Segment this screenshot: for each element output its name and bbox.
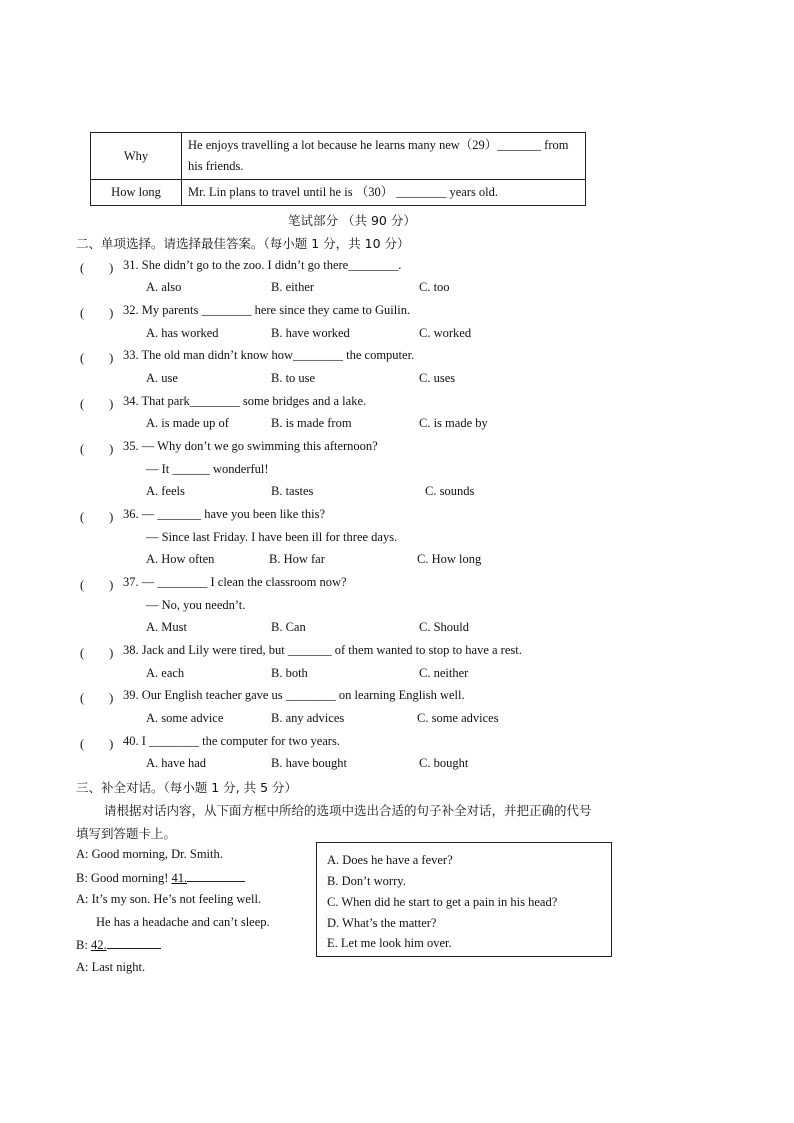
option-a: A. feels	[146, 484, 185, 498]
table-label: Why	[91, 133, 182, 180]
option-a: A. is made up of	[146, 416, 229, 430]
question-stem-line2: — Since last Friday. I have been ill for three days.	[146, 530, 398, 544]
answer-bracket: ( )	[80, 351, 114, 365]
question-stem: 33. The old man didn’t know how________ the computer.	[123, 348, 415, 362]
option-c: C. Should	[419, 620, 470, 634]
dialogue-line	[76, 937, 161, 953]
dialogue-line: He has a headache and can’t sleep.	[96, 915, 270, 929]
answer-blank-41: 41.	[171, 871, 188, 885]
blank-line	[107, 937, 161, 949]
question-stem: 35. — Why don’t we go swimming this afternoon?	[123, 439, 378, 453]
answer-blank-42: 42.	[90, 938, 107, 952]
dialogue-line: A: It’s my son. He’s not feeling well.	[76, 892, 262, 906]
table-row	[91, 133, 586, 180]
section3-title: 三、补全对话。（每小题 1 分, 共 5 分）	[76, 780, 297, 795]
option-b: B. any advices	[271, 711, 345, 725]
option-b: B. is made from	[271, 416, 352, 430]
answer-bracket: ( )	[80, 510, 114, 524]
option-c: C. worked	[419, 326, 472, 340]
option-c: C. sounds	[425, 484, 475, 498]
dialogue-speaker: B: Good morning!	[76, 871, 172, 885]
option-b: B. both	[271, 666, 308, 680]
answer-bracket: ( )	[80, 442, 114, 456]
dialogue-line: A: Last night.	[76, 960, 146, 974]
question-stem: 37. — ________ I clean the classroom now?	[123, 575, 347, 589]
answer-bracket: ( )	[80, 646, 114, 660]
blank-line	[187, 870, 245, 882]
dialogue-speaker: B:	[76, 938, 91, 952]
info-table	[90, 132, 586, 206]
option-a: A. How often	[146, 552, 215, 566]
option-a: A. each	[146, 666, 185, 680]
box-option: E. Let me look him over.	[327, 936, 452, 950]
option-b: B. How far	[269, 552, 325, 566]
option-b: B. tastes	[271, 484, 314, 498]
dialogue-line: A: Good morning, Dr. Smith.	[76, 847, 223, 861]
table-row	[91, 180, 586, 206]
option-c: C. uses	[419, 371, 456, 385]
answer-bracket: ( )	[80, 578, 114, 592]
answer-bracket: ( )	[80, 397, 114, 411]
option-c: C. neither	[419, 666, 469, 680]
option-b: B. Can	[271, 620, 306, 634]
option-b: B. to use	[271, 371, 316, 385]
section3-instruction-cont: 填写到答题卡上。	[76, 826, 177, 841]
section-written-heading: 笔试部分 （共 90 分）	[288, 213, 416, 228]
box-option: A. Does he have a fever?	[327, 853, 453, 867]
option-b: B. either	[271, 280, 315, 294]
question-stem: 39. Our English teacher gave us ________ on learning English well.	[123, 688, 465, 702]
answer-bracket: ( )	[80, 261, 114, 275]
option-a: A. also	[146, 280, 182, 294]
table-text: Mr. Lin plans to travel until he is （30） ________ years old.	[182, 180, 586, 206]
question-stem-line2: — It ______ wonderful!	[146, 462, 269, 476]
option-c: C. is made by	[419, 416, 488, 430]
question-stem: 36. — _______ have you been like this?	[123, 507, 326, 521]
question-stem: 32. My parents ________ here since they came to Guilin.	[123, 303, 411, 317]
answer-bracket: ( )	[80, 691, 114, 705]
section3-instruction: 请根据对话内容，从下面方框中所给的选项中选出合适的句子补全对话，并把正确的代号	[104, 803, 592, 818]
table-label: How long	[91, 180, 182, 206]
question-stem: 38. Jack and Lily were tired, but _______ of them wanted to stop to have a rest.	[123, 643, 522, 657]
box-option: B. Don’t worry.	[327, 874, 406, 888]
answer-bracket: ( )	[80, 737, 114, 751]
options-box	[316, 842, 612, 957]
dialogue-line	[76, 870, 245, 886]
answer-bracket: ( )	[80, 306, 114, 320]
option-c: C. some advices	[417, 711, 499, 725]
option-b: B. have worked	[271, 326, 350, 340]
option-b: B. have bought	[271, 756, 348, 770]
table-text: He enjoys travelling a lot because he learns many new（29）_______ from his friends.	[182, 133, 586, 180]
option-a: A. use	[146, 371, 178, 385]
option-a: A. Must	[146, 620, 187, 634]
question-stem-line2: — No, you needn’t.	[146, 598, 246, 612]
option-c: C. too	[419, 280, 450, 294]
box-option: C. When did he start to get a pain in his head?	[327, 895, 558, 909]
option-c: C. bought	[419, 756, 469, 770]
box-option: D. What’s the matter?	[327, 916, 437, 930]
option-a: A. has worked	[146, 326, 219, 340]
question-stem: 34. That park________ some bridges and a lake.	[123, 394, 367, 408]
question-stem: 31. She didn’t go to the zoo. I didn’t go there________.	[123, 258, 402, 272]
section2-title: 二、单项选择。请选择最佳答案。（每小题 1 分，共 10 分）	[76, 236, 410, 251]
option-a: A. some advice	[146, 711, 224, 725]
question-stem: 40. I ________ the computer for two years.	[123, 734, 340, 748]
option-c: C. How long	[417, 552, 482, 566]
option-a: A. have had	[146, 756, 207, 770]
